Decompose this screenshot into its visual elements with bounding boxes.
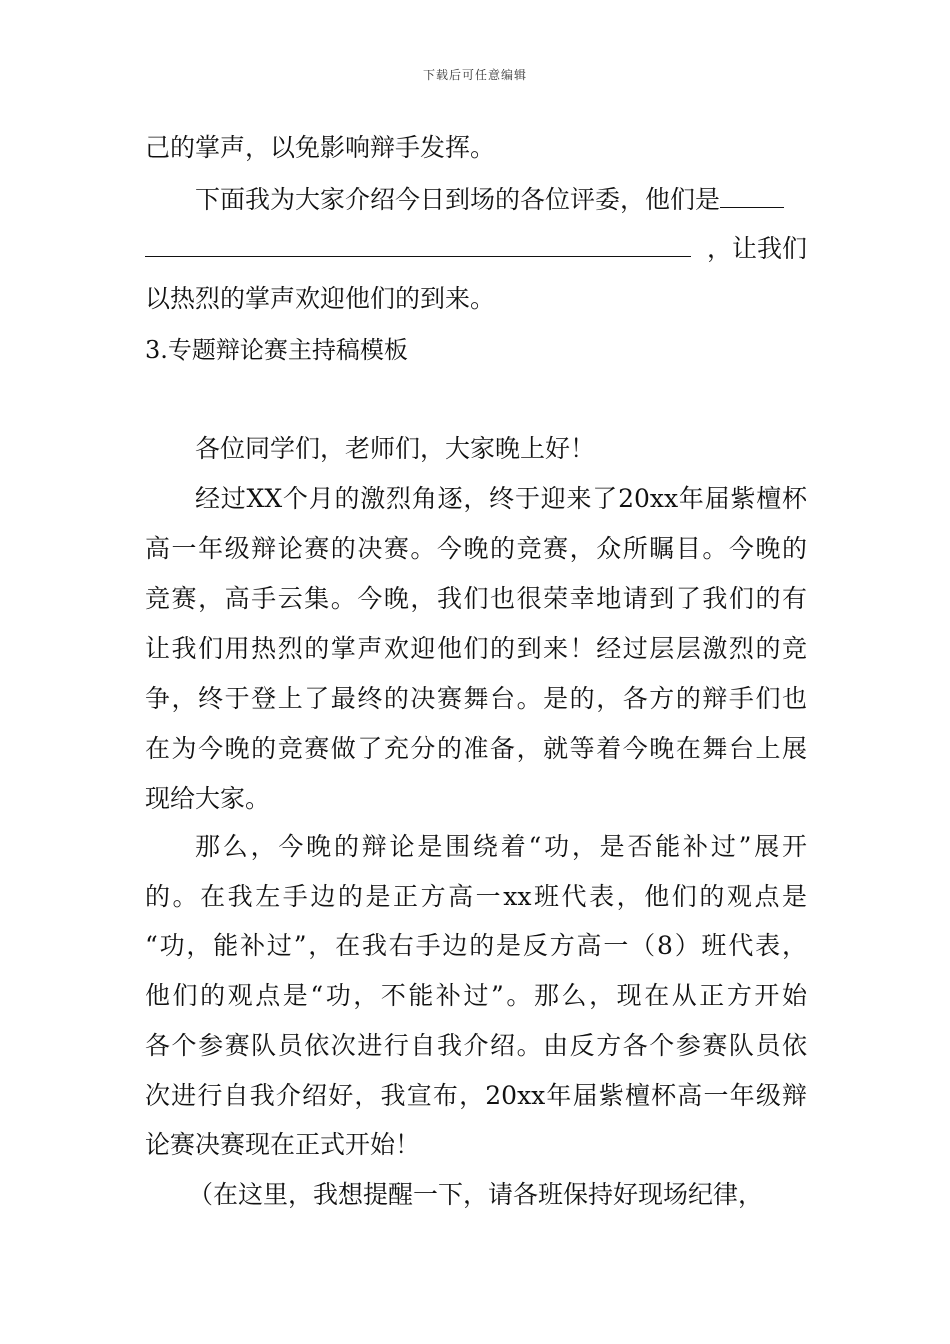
- text-line: 下面我为大家介绍今日到场的各位评委，他们是: [195, 185, 721, 214]
- text-line: 经过XX个月的激烈角逐，终于迎来了20xx年届紫檀杯: [195, 484, 807, 513]
- text-line: （在这里，我想提醒一下，请各班保持好现场纪律，: [188, 1180, 764, 1209]
- text-line: 论赛决赛现在正式开始！: [145, 1130, 421, 1159]
- section-heading: 3.专题辩论赛主持稿模板: [145, 336, 408, 364]
- text-line: 己的掌声，以免影响辩手发挥。: [145, 133, 496, 162]
- text-line: 争，终于登上了最终的决赛舞台。是的，各方的辩手们也: [145, 684, 807, 713]
- text-line: 各个参赛队员依次进行自我介绍。由反方各个参赛队员依: [145, 1031, 807, 1060]
- page-header: 下载后可任意编辑: [422, 68, 527, 82]
- text-line: 高一年级辩论赛的决赛。今晚的竞赛，众所瞩目。今晚的: [145, 534, 807, 563]
- text-line-with-blank: [145, 232, 807, 266]
- text-line: 以热烈的掌声欢迎他们的到来。: [145, 284, 496, 313]
- text-line: 在为今晚的竞赛做了充分的准备，就等着今晚在舞台上展: [145, 734, 807, 763]
- text-line: 竞赛，高手云集。今晚，我们也很荣幸地请到了我们的有: [145, 584, 807, 613]
- fill-in-blank: [720, 183, 784, 208]
- text-line: 次进行自我介绍好，我宣布，20xx年届紫檀杯高一年级辩: [145, 1081, 807, 1110]
- text-line: 的。在我左手边的是正方高一xx班代表，他们的观点是: [145, 882, 807, 911]
- text-line: “功，能补过”，在我右手边的是反方高一（8）班代表，: [145, 931, 807, 960]
- fill-in-blank: [145, 232, 691, 257]
- text-line: 他们的观点是“功，不能补过”。那么，现在从正方开始: [145, 981, 807, 1010]
- text-line: ，让我们: [706, 234, 807, 263]
- text-line: 让我们用热烈的掌声欢迎他们的到来！经过层层激烈的竞: [145, 634, 807, 663]
- text-line: 各位同学们，老师们，大家晚上好！: [195, 434, 596, 463]
- text-line: 现给大家。: [145, 784, 271, 813]
- text-line-with-blank: [195, 183, 807, 217]
- text-line: 那么，今晚的辩论是围绕着“功，是否能补过”展开: [195, 832, 807, 861]
